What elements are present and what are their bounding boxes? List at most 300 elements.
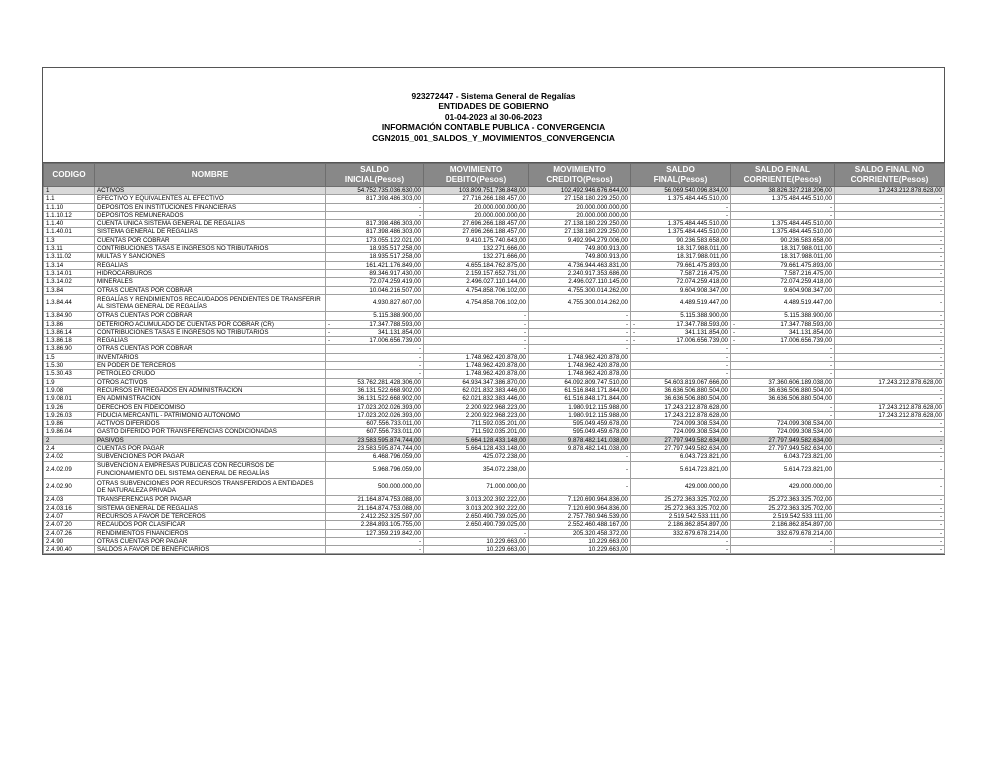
cell-saldo-inicial — [326, 395, 424, 403]
cell-mov-debito — [424, 370, 529, 378]
cell-saldo-final-value: 72.074.259.418,00 — [676, 278, 728, 286]
cell-nombre-value: OTRAS CUENTAS POR COBRAR — [97, 312, 193, 320]
report-code-line: CGN2015_001_SALDOS_Y_MOVIMIENTOS_CONVERGENCIA — [372, 132, 615, 143]
cell-saldo-final — [631, 261, 731, 269]
cell-saldo-no-corriente — [835, 337, 945, 345]
cell-mov-credito — [529, 328, 631, 336]
cell-nombre-value: SUBVENCIÓN A EMPRESAS PÚBLICAS CON RECURSOS DE FUNCIONAMIENTO DEL SISTEMA GENERAL DE REGALÍAS — [97, 462, 275, 477]
cell-saldo-corriente — [731, 353, 835, 361]
cell-saldo-no-corriente — [835, 529, 945, 537]
cell-saldo-final-value: 341.131.854,00 — [684, 328, 728, 336]
cell-nombre — [95, 453, 326, 461]
cell-saldo-final-value: 5.115.388.900,00 — [680, 312, 728, 320]
cell-mov-credito-value: 64.092.809.747.510,00 — [564, 378, 628, 386]
cell-mov-debito-value: 9.410.175.740.643,00 — [465, 236, 526, 244]
cell-saldo-inicial — [326, 328, 424, 336]
cell-mov-credito — [529, 245, 631, 253]
cell-codigo — [44, 428, 95, 436]
cell-codigo-value: 1.3.86.18 — [46, 337, 72, 345]
cell-saldo-corriente-value: 36.636.506.880.504,00 — [768, 395, 832, 403]
cell-saldo-no-corriente — [835, 261, 945, 269]
cell-mov-credito-value: 2.496.027.110.145,00 — [568, 278, 628, 286]
cell-mov-credito — [529, 353, 631, 361]
cell-mov-debito-value: 2.650.490.739.025,00 — [465, 521, 526, 529]
cell-saldo-final-value: 1.375.484.445.510,00 — [667, 220, 728, 228]
cell-mov-debito — [424, 386, 529, 394]
cell-mov-credito-value: 27.138.180.229.250,00 — [564, 228, 628, 236]
cell-mov-debito — [424, 403, 529, 411]
cell-saldo-no-corriente — [835, 521, 945, 529]
cell-saldo-corriente — [731, 228, 835, 236]
cell-mov-credito-value: 2.240.917.353.686,00 — [567, 269, 628, 277]
cell-nombre — [95, 294, 326, 311]
cell-mov-debito-value: 20.000.000.000,00 — [474, 203, 526, 211]
cell-nombre-value: EN ADMINISTRACIÓN — [97, 395, 161, 403]
cell-saldo-no-corriente-value: - — [939, 370, 942, 378]
cell-mov-credito-value: 9.492.994.279.006,00 — [567, 236, 628, 244]
table-row — [44, 261, 945, 269]
cell-saldo-inicial — [326, 537, 424, 545]
cell-saldo-final — [631, 478, 731, 495]
cell-nombre-value: RENDIMIENTOS FINANCIEROS — [97, 529, 189, 537]
cell-saldo-no-corriente-value: - — [939, 466, 942, 474]
cell-saldo-inicial-value: 6.468.796.059,00 — [372, 453, 421, 461]
cell-saldo-final — [631, 428, 731, 436]
cell-codigo-value: 2.4.02.90 — [46, 483, 72, 491]
cell-saldo-inicial — [326, 261, 424, 269]
table-row — [44, 328, 945, 336]
cell-nombre-value: PETRÓLEO CRUDO — [97, 370, 156, 378]
cell-saldo-corriente-value: 90.236.583.658,00 — [780, 236, 832, 244]
cell-nombre-value: DEPÓSITOS EN INSTITUCIONES FINANCIERAS — [97, 203, 237, 211]
cell-mov-debito-value: 2.200.922.968.223,00 — [465, 403, 526, 411]
cell-mov-credito-value: 749.800.913,00 — [584, 245, 628, 253]
cell-mov-credito-value: 205.320.458.372,00 — [572, 529, 628, 537]
cell-mov-debito-value: 3.013.202.392.222,00 — [465, 496, 526, 504]
cell-nombre — [95, 529, 326, 537]
cell-saldo-inicial — [326, 220, 424, 228]
cell-saldo-no-corriente-value: - — [939, 320, 942, 328]
cell-codigo — [44, 546, 95, 554]
cell-nombre — [95, 478, 326, 495]
cell-saldo-corriente — [731, 220, 835, 228]
cell-saldo-inicial-value: 21.164.874.753.088,00 — [357, 496, 421, 504]
cell-mov-debito-value: - — [523, 337, 526, 345]
cell-mov-credito-value: 27.138.180.229.250,00 — [564, 220, 628, 228]
cell-saldo-corriente-value: - — [829, 403, 832, 411]
cell-saldo-corriente-value: 724.099.308.534,00 — [776, 420, 832, 428]
cell-saldo-final — [631, 445, 731, 453]
cell-mov-credito — [529, 420, 631, 428]
cell-saldo-inicial-value: - — [418, 370, 421, 378]
cell-mov-debito — [424, 278, 529, 286]
cell-saldo-inicial-value: 607.556.733.011,00 — [366, 428, 421, 436]
cell-mov-debito — [424, 461, 529, 478]
cell-saldo-final — [631, 211, 731, 219]
cell-nombre — [95, 386, 326, 394]
cell-saldo-corriente-value: 1.375.484.445.510,00 — [771, 195, 832, 203]
cell-saldo-no-corriente-value: - — [939, 353, 942, 361]
cell-nombre-value: DEPÓSITOS REMUNERADOS — [97, 211, 184, 219]
cell-saldo-final — [631, 286, 731, 294]
cell-mov-debito — [424, 328, 529, 336]
cell-nombre — [95, 328, 326, 336]
cell-saldo-corriente — [731, 312, 835, 320]
cell-saldo-corriente-value: 5.614.723.821,00 — [783, 466, 832, 474]
cell-codigo — [44, 521, 95, 529]
cell-codigo-value: 2.4.07.20 — [46, 521, 72, 529]
cell-nombre-value: SISTEMA GENERAL DE REGALÍAS — [97, 228, 198, 236]
table-row — [44, 420, 945, 428]
cell-saldo-inicial — [326, 203, 424, 211]
col-header-saldo-no-corriente: SALDO FINAL NO CORRIENTE(Pesos) — [835, 164, 945, 187]
cell-codigo — [44, 461, 95, 478]
cell-mov-credito — [529, 521, 631, 529]
cell-saldo-inicial-value: 17.347.788.593,00 — [369, 320, 421, 328]
cell-nombre — [95, 236, 326, 244]
col-header-codigo: CODIGO — [44, 164, 95, 187]
table-row — [44, 195, 945, 203]
cell-saldo-corriente — [731, 453, 835, 461]
cell-saldo-corriente-value: 2.186.862.854.897,00 — [771, 521, 832, 529]
table-row — [44, 453, 945, 461]
cell-nombre-value: FIDUCIA MERCANTIL - PATRIMONIO AUTÓNOMO — [97, 411, 241, 419]
cell-saldo-final — [631, 362, 731, 370]
cell-codigo — [44, 269, 95, 277]
cell-saldo-corriente-value: - — [829, 211, 832, 219]
cell-saldo-no-corriente — [835, 370, 945, 378]
cell-mov-credito-value: - — [625, 312, 628, 320]
cell-saldo-final-value: 18.317.988.011,00 — [676, 245, 728, 253]
cell-saldo-final — [631, 521, 731, 529]
cell-mov-credito-value: - — [625, 320, 628, 328]
cell-mov-debito-value: 1.748.962.420.878,00 — [465, 362, 526, 370]
cell-mov-credito-value: 595.049.459.678,00 — [572, 420, 628, 428]
cell-codigo-value: 1.3.11 — [46, 245, 63, 253]
cell-mov-debito — [424, 420, 529, 428]
cell-mov-debito — [424, 521, 529, 529]
cell-saldo-inicial — [326, 269, 424, 277]
cell-codigo — [44, 478, 95, 495]
cell-nombre-value: SUBVENCIONES POR PAGAR — [97, 453, 185, 461]
cell-saldo-inicial-value: 18.935.517.258,00 — [369, 253, 421, 261]
col-header-saldo-corriente: SALDO FINAL CORRIENTE(Pesos) — [731, 164, 835, 187]
cell-mov-debito — [424, 294, 529, 311]
report-period-line: 01-04-2023 al 30-06-2023 — [444, 111, 543, 122]
cell-saldo-corriente-value: 72.074.259.418,00 — [780, 278, 832, 286]
cell-mov-credito — [529, 220, 631, 228]
table-row — [44, 312, 945, 320]
cell-mov-debito — [424, 546, 529, 554]
cell-saldo-corriente — [731, 378, 835, 386]
cell-saldo-corriente-value: 1.375.484.445.510,00 — [771, 220, 832, 228]
cell-saldo-corriente — [731, 403, 835, 411]
cell-codigo-value: 2 — [46, 436, 50, 444]
cell-mov-debito — [424, 245, 529, 253]
cell-saldo-no-corriente-value: - — [939, 286, 942, 294]
cell-mov-debito-value: 27.696.266.188.457,00 — [462, 220, 526, 228]
cell-mov-debito-value: 103.809.751.736.848,00 — [458, 187, 526, 194]
cell-saldo-corriente — [731, 529, 835, 537]
cell-mov-credito-value: 1.748.962.420.878,00 — [567, 353, 628, 361]
cell-nombre — [95, 362, 326, 370]
cell-mov-credito — [529, 312, 631, 320]
cell-saldo-corriente-value: - — [829, 370, 832, 378]
cell-codigo — [44, 228, 95, 236]
table-row — [44, 345, 945, 353]
cell-nombre-value: OTRAS CUENTAS POR PAGAR — [97, 537, 188, 545]
cell-saldo-final-value: 2.519.542.533.111,00 — [668, 512, 728, 520]
cell-saldo-inicial-value: 5.968.796.059,00 — [372, 466, 421, 474]
cell-saldo-final — [631, 220, 731, 228]
cell-codigo-value: 1.9.26 — [46, 403, 64, 411]
cell-saldo-inicial-value: - — [418, 211, 421, 219]
cell-mov-credito — [529, 378, 631, 386]
cell-saldo-final — [631, 203, 731, 211]
cell-codigo-value: 1.3.14.02 — [46, 278, 72, 286]
cell-saldo-no-corriente — [835, 269, 945, 277]
table-row — [44, 386, 945, 394]
cell-saldo-final — [631, 504, 731, 512]
cell-saldo-inicial-value: 17.023.202.026.393,00 — [357, 403, 421, 411]
cell-saldo-no-corriente-value: - — [939, 195, 942, 203]
cell-nombre — [95, 195, 326, 203]
cell-saldo-inicial-value: 2.412.252.325.597,00 — [360, 512, 421, 520]
cell-nombre-value: EFECTIVO Y EQUIVALENTES AL EFECTIVO — [97, 195, 224, 203]
cell-mov-credito-value: 10.229.663,00 — [588, 537, 628, 545]
cell-mov-debito-value: 27.696.266.188.457,00 — [462, 228, 526, 236]
cell-saldo-no-corriente-value: - — [939, 228, 942, 236]
cell-saldo-corriente — [731, 386, 835, 394]
cell-saldo-final — [631, 328, 731, 336]
cell-saldo-inicial-value: 54.752.735.036.630,00 — [357, 187, 421, 194]
cell-saldo-final — [631, 529, 731, 537]
cell-codigo — [44, 395, 95, 403]
cell-mov-credito-value: 61.516.848.171.844,00 — [564, 395, 628, 403]
cell-saldo-no-corriente — [835, 420, 945, 428]
table-row — [44, 236, 945, 244]
cell-codigo — [44, 345, 95, 353]
cell-mov-credito — [529, 453, 631, 461]
cell-mov-debito-value: 3.013.202.392.222,00 — [465, 504, 526, 512]
cell-saldo-final-value: 17.243.212.878.628,00 — [664, 411, 728, 419]
cell-nombre — [95, 278, 326, 286]
cell-saldo-inicial — [326, 496, 424, 504]
cell-mov-credito — [529, 187, 631, 195]
cell-mov-credito — [529, 496, 631, 504]
table-row — [44, 286, 945, 294]
cell-saldo-inicial-value: 89.346.917.430,00 — [369, 269, 421, 277]
cell-saldo-corriente-value: 79.661.475.893,00 — [780, 261, 832, 269]
cell-saldo-final — [631, 345, 731, 353]
cell-nombre-value: SALDOS A FAVOR DE BENEFICIARIOS — [97, 546, 210, 554]
cell-saldo-final-value: - — [725, 370, 728, 378]
cell-mov-credito — [529, 211, 631, 219]
cell-saldo-no-corriente — [835, 395, 945, 403]
cell-saldo-inicial — [326, 337, 424, 345]
cell-saldo-no-corriente — [835, 353, 945, 361]
cell-saldo-no-corriente-value: - — [939, 537, 942, 545]
cell-mov-credito-value: - — [625, 337, 628, 345]
cell-saldo-corriente — [731, 278, 835, 286]
cell-saldo-inicial — [326, 228, 424, 236]
cell-nombre — [95, 395, 326, 403]
cell-saldo-inicial-value: - — [418, 353, 421, 361]
cell-saldo-final — [631, 537, 731, 545]
cell-mov-debito — [424, 220, 529, 228]
table-row — [44, 478, 945, 495]
cell-mov-credito — [529, 411, 631, 419]
cell-saldo-corriente-value: 2.519.542.533.111,00 — [772, 512, 832, 520]
cell-codigo — [44, 236, 95, 244]
table-body — [44, 187, 945, 554]
cell-mov-debito — [424, 537, 529, 545]
cell-codigo — [44, 537, 95, 545]
cell-nombre — [95, 378, 326, 386]
cell-mov-credito — [529, 345, 631, 353]
cell-codigo-value: 1.3.86.90 — [46, 345, 72, 353]
cell-mov-debito-value: - — [523, 320, 526, 328]
cell-mov-debito-value: 10.229.663,00 — [486, 546, 526, 554]
cell-saldo-inicial-value: 161.421.176.849,00 — [365, 261, 421, 269]
table-row — [44, 294, 945, 311]
cell-mov-credito — [529, 278, 631, 286]
cell-codigo-value: 1.5.30 — [46, 362, 64, 370]
table-row — [44, 411, 945, 419]
cell-saldo-corriente — [731, 269, 835, 277]
cell-codigo — [44, 386, 95, 394]
cell-saldo-inicial — [326, 461, 424, 478]
cell-saldo-inicial — [326, 253, 424, 261]
cell-saldo-inicial-value: - — [418, 362, 421, 370]
cell-codigo-value: 2.4.07 — [46, 512, 64, 520]
cell-saldo-inicial-value: 72.074.259.419,00 — [369, 278, 421, 286]
cell-saldo-no-corriente-value: - — [939, 420, 942, 428]
cell-mov-debito-value: 71.000.000,00 — [486, 483, 526, 491]
cell-nombre — [95, 504, 326, 512]
cell-mov-debito — [424, 436, 529, 444]
cell-saldo-no-corriente — [835, 203, 945, 211]
cell-mov-credito — [529, 253, 631, 261]
cell-codigo — [44, 445, 95, 453]
cell-mov-debito-value: 132.271.666,00 — [482, 245, 526, 253]
cell-saldo-inicial-value: 18.935.517.258,00 — [369, 245, 421, 253]
cell-mov-credito-value: - — [625, 466, 628, 474]
cell-saldo-inicial — [326, 353, 424, 361]
cell-saldo-inicial-value: 53.762.281.428.306,00 — [357, 378, 421, 386]
cell-saldo-no-corriente-value: 17.243.212.878.628,00 — [878, 187, 942, 194]
cell-saldo-no-corriente — [835, 504, 945, 512]
cell-saldo-corriente-value: - — [829, 345, 832, 353]
cell-saldo-corriente-value: 5.115.388.900,00 — [784, 312, 832, 320]
cell-mov-debito-value: 62.021.832.383.446,00 — [462, 386, 526, 394]
cell-mov-debito — [424, 195, 529, 203]
cell-nombre-value: INVENTARIOS — [97, 353, 139, 361]
cell-saldo-inicial — [326, 453, 424, 461]
cell-saldo-inicial-value: 817.398.486.303,00 — [365, 228, 421, 236]
cell-mov-debito — [424, 320, 529, 328]
cell-saldo-final-value: 36.636.506.880.504,00 — [664, 395, 728, 403]
negative-sign: - — [328, 337, 331, 345]
cell-saldo-corriente-value: 17.006.656.739,00 — [780, 337, 832, 345]
cell-mov-debito — [424, 236, 529, 244]
cell-saldo-inicial — [326, 411, 424, 419]
cell-saldo-final-value: - — [725, 211, 728, 219]
cell-mov-debito — [424, 353, 529, 361]
cell-codigo-value: 1.3.86 — [46, 320, 64, 328]
cell-saldo-corriente — [731, 370, 835, 378]
cell-saldo-final-value: 27.797.949.582.634,00 — [664, 436, 728, 444]
cell-saldo-inicial-value: 5.115.388.900,00 — [373, 312, 421, 320]
negative-sign: - — [328, 328, 331, 336]
cell-saldo-inicial — [326, 312, 424, 320]
cell-saldo-corriente-value: - — [829, 203, 832, 211]
cell-mov-credito — [529, 269, 631, 277]
cell-saldo-final-value: - — [725, 345, 728, 353]
cell-saldo-final — [631, 378, 731, 386]
cell-saldo-corriente — [731, 236, 835, 244]
cell-saldo-no-corriente-value: - — [939, 261, 942, 269]
cell-nombre — [95, 512, 326, 520]
cell-codigo — [44, 403, 95, 411]
cell-saldo-final — [631, 236, 731, 244]
table-row — [44, 269, 945, 277]
cell-nombre-value: REGALÍAS Y RENDIMIENTOS RECAUDADOS PENDIENTES DE TRANSFERIR AL SISTEMA GENERAL DE REGALÍAS — [97, 295, 321, 311]
table-row — [44, 228, 945, 236]
cell-codigo-value: 1.3.86.14 — [46, 328, 72, 336]
cell-saldo-inicial-value: - — [418, 537, 421, 545]
cell-saldo-corriente — [731, 521, 835, 529]
cell-saldo-corriente-value: 1.375.484.445.510,00 — [771, 228, 832, 236]
cell-saldo-corriente — [731, 328, 835, 336]
cell-saldo-no-corriente-value: - — [939, 436, 942, 444]
table-row — [44, 445, 945, 453]
report-frame — [42, 67, 945, 555]
cell-mov-debito — [424, 211, 529, 219]
cell-saldo-final-value: 17.006.656.739,00 — [676, 337, 728, 345]
cell-saldo-no-corriente-value: 17.243.212.878.628,00 — [878, 403, 942, 411]
cell-codigo-value: 2.4.90 — [46, 537, 64, 545]
cell-saldo-final — [631, 269, 731, 277]
cell-saldo-inicial-value: 817.398.486.303,00 — [365, 195, 421, 203]
cell-codigo — [44, 337, 95, 345]
cell-mov-debito-value: 354.072.238,00 — [482, 466, 526, 474]
cell-saldo-no-corriente — [835, 286, 945, 294]
cell-saldo-inicial-value: 127.359.219.842,00 — [365, 529, 421, 537]
cell-mov-credito-value: 1.980.912.115.988,00 — [568, 403, 628, 411]
cell-mov-credito-value: 2.757.780.946.539,00 — [567, 512, 628, 520]
cell-codigo — [44, 211, 95, 219]
cell-codigo — [44, 411, 95, 419]
cell-mov-debito-value: 132.271.666,00 — [482, 253, 526, 261]
cell-saldo-corriente — [731, 286, 835, 294]
cell-mov-credito-value: 9.878.482.141.038,00 — [567, 436, 628, 444]
cell-mov-credito-value: - — [625, 453, 628, 461]
cell-saldo-final — [631, 245, 731, 253]
cell-saldo-no-corriente-value: - — [939, 220, 942, 228]
cell-mov-debito — [424, 345, 529, 353]
cell-saldo-no-corriente-value: - — [939, 428, 942, 436]
cell-mov-credito-value: 7.120.690.964.836,00 — [567, 504, 628, 512]
cell-mov-credito — [529, 337, 631, 345]
cell-saldo-final-value: 7.587.216.475,00 — [679, 269, 728, 277]
cell-saldo-no-corriente — [835, 445, 945, 453]
cell-saldo-inicial — [326, 286, 424, 294]
cell-saldo-inicial-value: 607.556.733.011,00 — [366, 420, 421, 428]
cell-codigo-value: 1.9.08 — [46, 386, 64, 394]
cell-mov-credito — [529, 286, 631, 294]
cell-saldo-corriente-value: 4.489.519.447,00 — [783, 299, 832, 307]
